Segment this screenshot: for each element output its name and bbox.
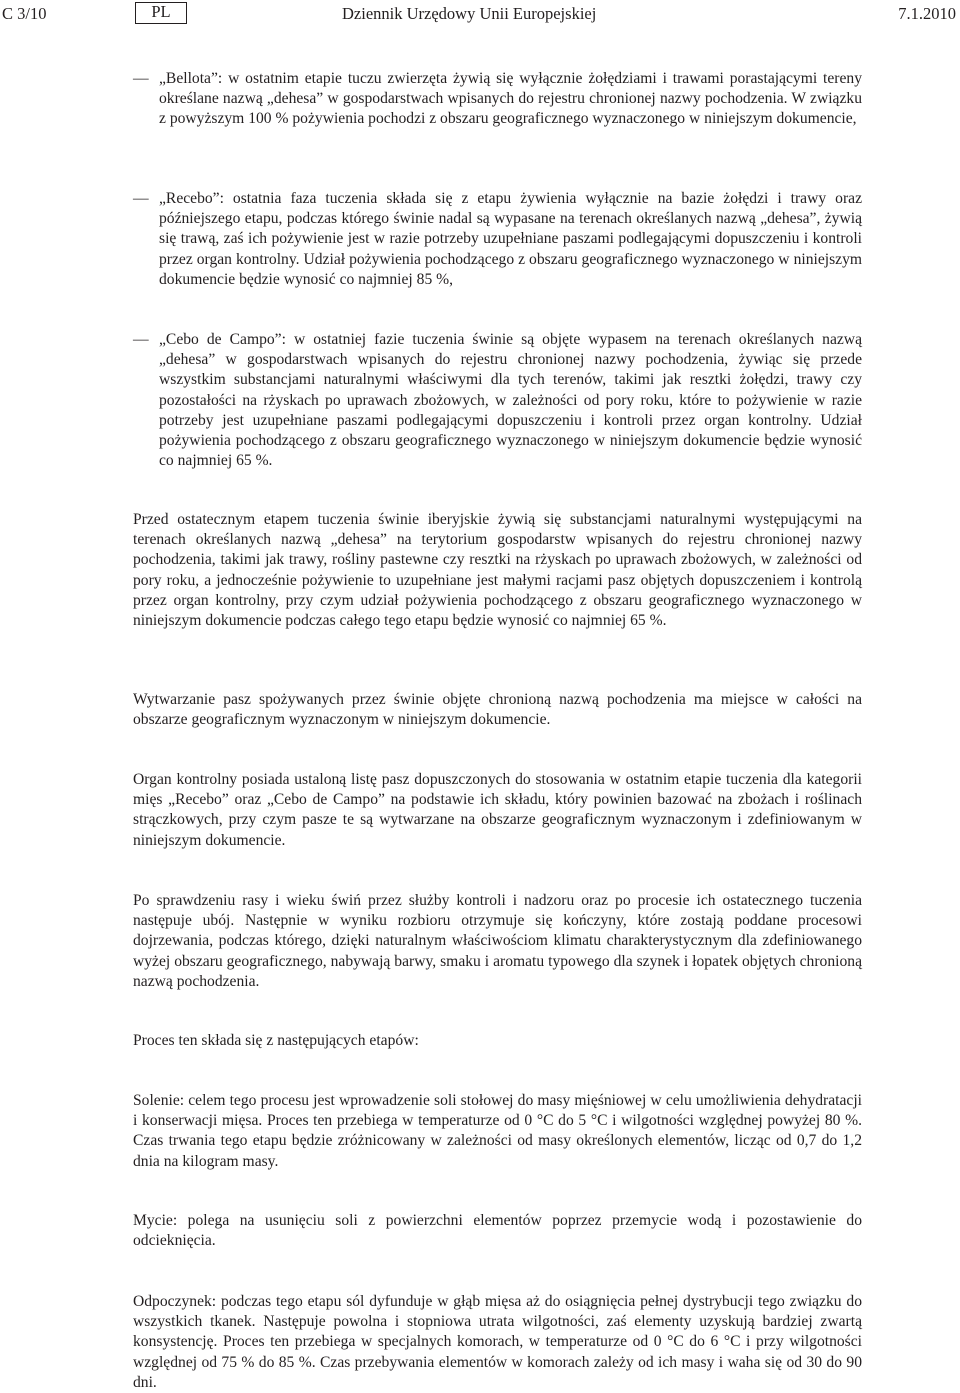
list-dash: —	[133, 331, 149, 348]
paragraph-feed-list: Organ kontrolny posiada ustaloną listę pasz dopuszczonych do stosowania w ostatnim etapie tuczenia dla kategorii mięs „Recebo” oraz „Cebo de Campo” na podstawie ich składu, który powinien bazować na zbożach i roślinach strączkowych, przy czym pasze te są wytwarzane na obszarze geograficznym wyznaczonym i zdefiniowanym w niniejszym dokumencie.	[133, 771, 862, 849]
list-item-text: „Bellota”: w ostatnim etapie tuczu zwierzęta żywią się wyłącznie żołędziami i trawami porastającymi tereny określane nazwą „dehesa” w gospodarstwach wpisanych do rejestru chronionej nazwy pochodzenia. W związku z powyższym 100 % pożywienia pochodzi z obszaru geograficznego wyznaczonego w niniejszym dokumencie,	[159, 70, 862, 128]
list-item-bellota	[133, 69, 862, 130]
list-item-recebo	[133, 189, 862, 290]
list-item-cebo-de-campo	[133, 330, 862, 471]
list-item-text: „Recebo”: ostatnia faza tuczenia składa się z etapu żywienia wyłącznie na bazie żołędzi i trawy oraz późniejszego etapu, podczas którego świnie nadal są wypasane na terenach określanych nazwą „dehesa”, żywią się trawą, zaś ich pożywienie jest w razie potrzeby uzupełniane paszami podlegającymi dopuszczeniu i kontroli przez organ kontrolny. Udział pożywienia pochodzącego z obszaru geograficznego wyznaczonego w niniejszym dokumencie będzie wynosić co najmniej 85 %,	[159, 190, 862, 288]
paragraph-washing: Mycie: polega na usunięciu soli z powierzchni elementów poprzez przemycie wodą i pozostawienie do odcieknięcia.	[133, 1212, 862, 1250]
paragraph-feeding: Przed ostatecznym etapem tuczenia świnie iberyjskie żywią się substancjami naturalnymi występującymi na terenach określanych nazwą „dehesa” na terytorium gospodarstw wpisanych do rejestru chronionej nazwy pochodzenia, takimi jak trawy, rośliny pastewne czy resztki na rżyskach po uprawach zbożowych, w zależności od pory roku, a jednocześnie pożywienie to uzupełniane jest małymi racjami pasz objętych dopuszczeniem i kontrolą przez organ kontrolny, przy czym udział pożywienia pochodzącego z obszaru geograficznego wyznaczonego w niniejszym dokumencie podczas całego tego etapu będzie wynosić co najmniej 65 %.	[133, 511, 862, 630]
publication-date: 7.1.2010	[898, 4, 956, 23]
language-box: PL	[135, 2, 187, 24]
paragraph-process-intro: Proces ten składa się z następujących etapów:	[133, 1032, 419, 1049]
paragraph-slaughter: Po sprawdzeniu rasy i wieku świń przez służby kontroli i nadzoru oraz po procesie ich ostatecznego tuczenia następuje ubój. Następnie w wyniku rozbioru otrzymuje się kończyny, które zostają poddane procesowi dojrzewania, podczas którego, dzięki naturalnym właściwościom klimatu charakterystycznym dla zdefiniowanego wyżej obszaru geograficznego, nabywają barwy, smaku i aromatu typowego dla szynek i łopatek objętych chronioną nazwą pochodzenia.	[133, 892, 862, 990]
paragraph-resting: Odpoczynek: podczas tego etapu sól dyfunduje w głąb mięsa aż do osiągnięcia pełnej dystrybucji tego związku do wszystkich tkanek. Następuje powolna i stopniowa utrata wilgotności, zaś elementy uzyskują bardziej zwartą konsystencję. Proces ten przebiega w specjalnych komorach, w temperaturze od 0 °C do 6 °C i przy wilgotności względnej od 75 % do 85 %. Czas przebywania elementów w komorach zależy od ich masy i waha się od 30 do 90 dni.	[133, 1293, 862, 1391]
paragraph-feed-production: Wytwarzanie pasz spożywanych przez świnie objęte chronioną nazwą pochodzenia ma miejsce w całości na obszarze geograficznym wyznaczonym w niniejszym dokumencie.	[133, 691, 862, 729]
list-item-text: „Cebo de Campo”: w ostatniej fazie tuczenia świnie są objęte wypasem na terenach określanych nazwą „dehesa” w gospodarstwach wpisanych do rejestru chronionej nazwy pochodzenia, żywiąc się przede wszystkim substancjami naturalnymi właściwymi dla tych terenów, takimi jak resztki żołędzi, trawy czy pozostałości na rżyskach po uprawach zbożowych, w zależności od pory roku, które to pożywienie w razie potrzeby jest uzupełniane paszami podlegającymi dopuszczeniu i kontroli przez organ kontrolny. Udział pożywienia pochodzącego z obszaru geograficznego wyznaczonego w niniejszym dokumencie będzie wynosić co najmniej 65 %.	[159, 331, 862, 470]
paragraph-salting: Solenie: celem tego procesu jest wprowadzenie soli stołowej do masy mięśniowej w celu umożliwienia dehydratacji i konserwacji mięsa. Proces ten przebiega w temperaturze od 0 °C do 5 °C i wilgotności względnej powyżej 80 %. Czas trwania tego etapu będzie zróżnicowany w zależności od masy określonych elementów, licząc od 0,7 do 1,2 dnia na kilogram masy.	[133, 1092, 862, 1170]
list-dash: —	[133, 70, 149, 87]
list-dash: —	[133, 190, 149, 207]
page-header	[0, 2, 960, 26]
document-code: C 3/10	[2, 4, 47, 23]
journal-title: Dziennik Urzędowy Unii Europejskiej	[342, 4, 597, 23]
